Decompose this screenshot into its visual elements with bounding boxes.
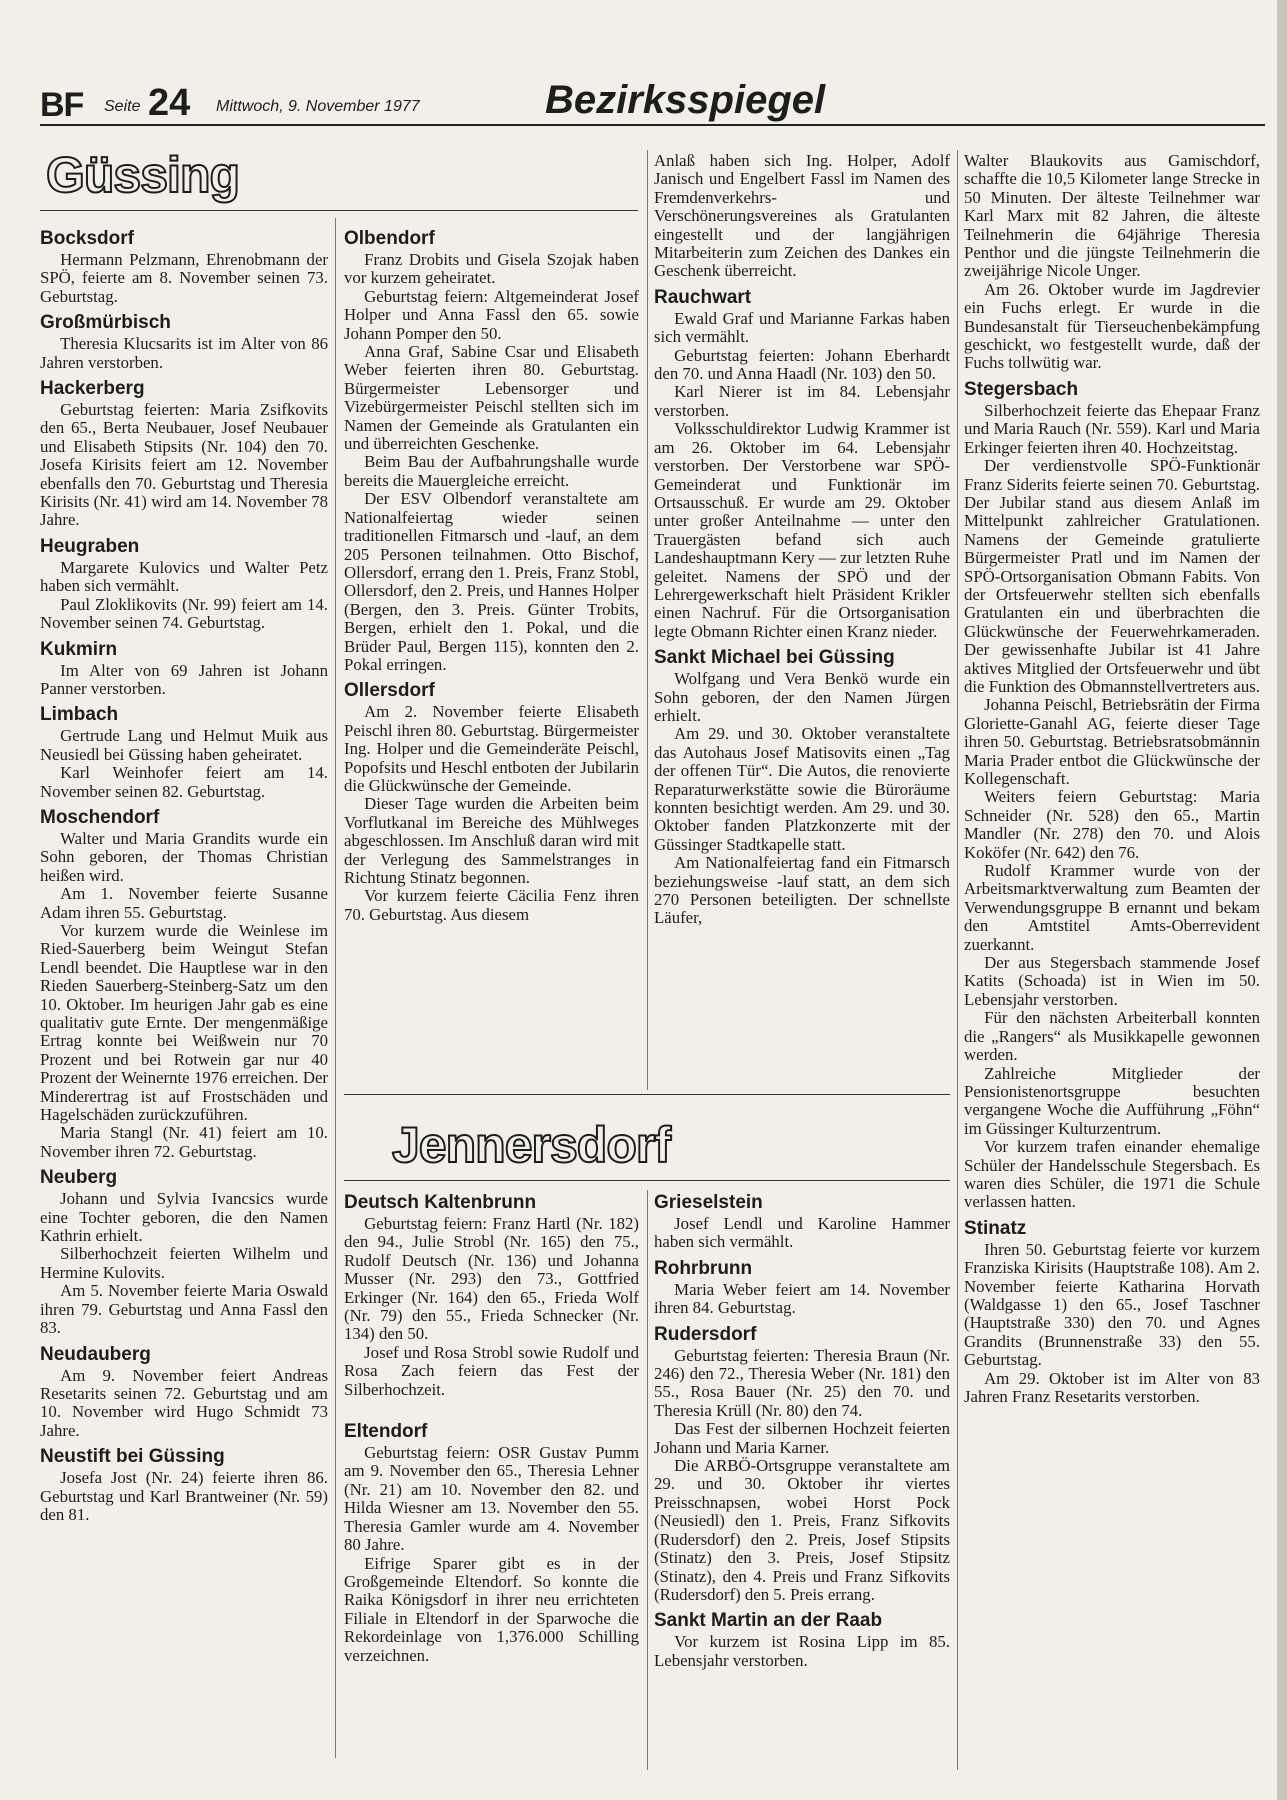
column-jennersdorf-2 (654, 1186, 950, 1670)
column-4 (964, 152, 1260, 1406)
place-heading: Rauchwart (654, 286, 752, 308)
masthead-rule (40, 124, 1265, 126)
article-paragraph: Volksschuldirektor Ludwig Krammer ist am 26. Oktober im 64. Lebensjahr verstorben. Der Verstorbene war SPÖ-Gemeinderat und Funktionär im Ortsausschuß. Er wurde am 29. Oktober unter großer Anteilnahme — unter den Trauergästen befand sich auch Landeshauptmann Kery — zur letzten Ruhe geleitet. Namens der SPÖ und der Lehrergewerkschaft hielt Präsident Krikler einen Nachruf. Für die Ortsorganisation legte Obmann Richter einen Kranz nieder. (654, 419, 950, 641)
article-paragraph: Am 26. Oktober wurde im Jagdrevier ein Fuchs erlegt. Er wurde in die Bundesanstalt für Tierseuchenbekämpfung geschickt, wo festgestellt wurde, daß der Fuchs tollwütig war. (964, 279, 1260, 373)
column-jennersdorf-1 (344, 1186, 639, 1665)
article-paragraph: Paul Zloklikovits (Nr. 99) feiert am 14. November seinen 74. Geburtstag. (40, 594, 328, 633)
article-paragraph: Am 29. Oktober ist im Alter von 83 Jahren Franz Resetarits verstorben. (964, 1368, 1260, 1406)
place-heading: Neustift bei Güssing (40, 1446, 225, 1468)
article-paragraph: Ewald Graf und Marianne Farkas haben sich vermählt. (654, 308, 950, 347)
place-heading: Moschendorf (40, 806, 160, 828)
article-paragraph: Der verdienstvolle SPÖ-Funktionär Franz Siderits feierte seinen 70. Geburtstag. Der Jubilar stand aus diesem Anlaß im Mittelpunkt zahlreicher Gratulationen. Namens der Gemeinde gratulierte Bürgermeister Pratl und im Namen der SPÖ-Ortsorganisation Obmann Fabits. Von der Ortsfeuerwehr stellten sich ebenfalls Gratulanten ein und überbrachten die Glückwünsche der Feuerwehrkameraden. Der gewissenhafte Jubilar ist 41 Jahre aktives Mitglied der Ortsfeuerwehr und übt die Funktion des Obmannstellvertreters aus. (964, 456, 1260, 696)
column-3 (654, 152, 950, 928)
article-paragraph: Walter Blaukovits aus Gamischdorf, schaffte die 10,5 Kilometer lange Strecke in 50 Minuten. Der älteste Teilnehmer war Karl Marx mit 82 Jahren, die älteste Teilnehmerin die 64jährige Theresia Penthor und die jüngste Teilnehmerin die zweijährige Nicole Unger. (964, 151, 1260, 281)
place-heading: Grieselstein (654, 1192, 763, 1213)
place-heading: Neuberg (40, 1167, 118, 1189)
article-paragraph: Ihren 50. Geburtstag feierte vor kurzem Franziska Kirisits (Hauptstraße 108). Am 2. November feierte Katharina Horvath (Waldgasse 1) den 65., Josef Taschner (Hauptstraße 330) den 70. und Agnes Grandits (Brunnenstraße 33) den 55. Geburtstag. (964, 1239, 1260, 1370)
article-paragraph: Beim Bau der Aufbahrungshalle wurde bereits die Mauergleiche erreicht. (344, 452, 639, 490)
article-paragraph: Johanna Peischl, Betriebsrätin der Firma Gloriette-Ganahl AG, feierte dieser Tage ihren 50. Geburtstag. Betriebsratsobmännin Maria Prader entbot die Glückwünsche der Kollegenschaft. (964, 695, 1260, 788)
article-paragraph: Zahlreiche Mitglieder der Pensionistenortsgruppe besuchten vergangene Woche die Aufführung „Föhn“ im Güssinger Kulturzentrum. (964, 1063, 1260, 1138)
article-paragraph: Das Fest der silbernen Hochzeit feierten Johann und Maria Karner. (654, 1419, 950, 1457)
article-paragraph: Geburtstag feierten: Johann Eberhardt den 70. und Anna Haadl (Nr. 103) den 50. (654, 345, 950, 384)
place-heading: Kukmirn (40, 638, 118, 660)
column-2 (344, 222, 639, 924)
article-paragraph: Geburtstag feiern: Altgemeinderat Josef Holper und Anna Fassl den 65. sowie Johann Pomper den 50. (344, 286, 639, 343)
column-divider (957, 150, 958, 1770)
article-paragraph: Am 29. und 30. Oktober veranstaltete das Autohaus Josef Matisovits einen „Tag der offenen Tür“. Die Autos, die renovierte Reparaturwerkstätte sowie die Büroräume konnten besichtigt werden. Am 29. und 30. Oktober fanden Platzkonzerte mit der Güssinger Stadtkapelle statt. (654, 724, 950, 854)
region-heading-guessing: Güssing (46, 147, 240, 203)
article-paragraph: Silberhochzeit feierte das Ehepaar Franz und Maria Rauch (Nr. 559). Karl und Maria Erkinger feierten ihren 40. Hochzeitstag. (964, 400, 1260, 457)
article-paragraph: Eifrige Sparer gibt es in der Großgemeinde Eltendorf. So konnte die Raika Königsdorf in ihrer neu errichteten Filiale in Eltendorf in der Sparwoche die Rekordeinlage von 1,376.000 Schilling verzeichnen. (344, 1553, 639, 1665)
page-binding-edge (1277, 0, 1287, 1800)
place-heading: Stegersbach (964, 378, 1079, 400)
column-divider (647, 1190, 648, 1770)
place-heading: Stinatz (964, 1217, 1027, 1239)
masthead (40, 76, 1265, 128)
article-paragraph: Margarete Kulovics und Walter Petz haben sich vermählt. (40, 557, 328, 596)
place-heading: Bocksdorf (40, 228, 134, 249)
article-paragraph: Johann und Sylvia Ivancsics wurde eine Tochter geboren, die den Namen Kathrin erhielt. (40, 1189, 328, 1246)
article-paragraph: Walter und Maria Grandits wurde ein Sohn geboren, der Thomas Christian heißen wird. (40, 828, 328, 885)
article-paragraph: Anlaß haben sich Ing. Holper, Adolf Janisch und Engelbert Fassl im Namen des Fremdenverkehrs- und Verschönerungsvereines als Gratulanten eingestellt und der langjährigen Mitarbeiterin zum Zeichen des Dankes ein Geschenk überreicht. (654, 151, 950, 281)
masthead-section-title: Bezirksspiegel (545, 78, 826, 122)
article-paragraph: Maria Stangl (Nr. 41) feiert am 10. November ihren 72. Geburtstag. (40, 1123, 328, 1161)
article-paragraph: Am 1. November feierte Susanne Adam ihren 55. Geburtstag. (40, 884, 328, 922)
article-paragraph: Der aus Stegersbach stammende Josef Katits (Schoada) ist in Wien im 50. Lebensjahr verstorben. (964, 953, 1260, 1009)
article-paragraph: Im Alter von 69 Jahren ist Johann Panner verstorben. (40, 660, 328, 698)
article-paragraph: Vor kurzem feierte Cäcilia Fenz ihren 70. Geburtstag. Aus diesem (344, 886, 639, 924)
masthead-logo: BF (40, 86, 84, 124)
place-heading: Olbendorf (344, 228, 435, 249)
place-heading: Großmürbisch (40, 312, 171, 334)
place-heading: Deutsch Kaltenbrunn (344, 1192, 537, 1213)
place-heading: Limbach (40, 704, 119, 726)
region-heading-jennersdorf: Jennersdorf (392, 1117, 670, 1173)
column-divider (647, 150, 648, 1090)
place-heading: Ollersdorf (344, 680, 435, 702)
article-paragraph: Hermann Pelzmann, Ehrenobmann der SPÖ, feierte am 8. November seinen 73. Geburtstag. (40, 250, 328, 306)
article-paragraph: Vor kurzem trafen einander ehemalige Schüler der Handelsschule Stegersbach. Es waren dies Schüler, die 1971 die Schule verlassen hatten. (964, 1137, 1260, 1212)
place-heading: Rudersdorf (654, 1323, 757, 1345)
article-paragraph: Rudolf Krammer wurde von der Arbeitsmarktverwaltung zum Beamten der Verwendungsgruppe B ernannt und bekam den Amtstitel Amts-Oberrevident zuerkannt. (964, 861, 1260, 954)
masthead-page-label: Seite (104, 98, 141, 115)
article-paragraph: Josef und Rosa Strobl sowie Rudolf und Rosa Zach feiern das Fest der Silberhochzeit. (344, 1342, 639, 1399)
article-paragraph: Geburtstag feiern: OSR Gustav Pumm am 9. November den 65., Theresia Lehner (Nr. 21) am 10. November den 82. und Hilda Wiesner am 13. November den 55. Theresia Gamler wurde am 4. November 80 Jahre. (344, 1443, 639, 1555)
article-paragraph: Für den nächsten Arbeiterball konnten die „Rangers“ als Musikkapelle gewonnen werden. (964, 1008, 1260, 1065)
article-paragraph: Gertrude Lang und Helmut Muik aus Neusiedl bei Güssing haben geheiratet. (40, 726, 328, 764)
article-paragraph: Silberhochzeit feierten Wilhelm und Hermine Kulovits. (40, 1244, 328, 1282)
article-paragraph: Maria Weber feiert am 14. November ihren 84. Geburtstag. (654, 1279, 950, 1318)
article-paragraph: Dieser Tage wurden die Arbeiten beim Vorflutkanal im Bereiche des Mühlweges abgeschlossen. Im Anschluß daran wird mit der Verlegung des Sammelstranges in Richtung Stinatz begonnen. (344, 794, 639, 887)
article-paragraph: Karl Weinhofer feiert am 14. November seinen 82. Geburtstag. (40, 763, 328, 801)
article-paragraph: Anna Graf, Sabine Csar und Elisabeth Weber feierten ihren 80. Geburtstag. Bürgermeister Lebensorger und Vizebürgermeister Peischl stellten sich im Namen der Gemeinde als Gratulanten ein und überreichten Geschenke. (344, 342, 639, 454)
place-heading: Sankt Martin an der Raab (654, 1610, 883, 1632)
article-paragraph: Der ESV Olbendorf veranstaltete am Nationalfeiertag wieder seinen traditionellen Fitmarsch und -lauf, an dem 205 Personen teilnahmen. Otto Bischof, Ollersdorf, errang den 1. Preis, Franz Stobl, Ollersdorf, den 2. Preis, und Hannes Holper (Bergen, den 3. Preis. Günter Trobits, Bergen, erhielt den 1. Pokal, und die Brüder Paul, Bergen 115), konnten den 2. Pokal erringen. (344, 489, 640, 674)
article-paragraph: Am 2. November feierte Elisabeth Peischl ihren 80. Geburtstag. Bürgermeister Ing. Holper und die Gemeinderäte Peischl, Popofsits und Heschl entboten der Jubilarin die Glückwünsche der Gemeinde. (344, 702, 639, 795)
article-paragraph: Am 5. November feierte Maria Oswald ihren 79. Geburtstag und Anna Fassl den 83. (40, 1281, 328, 1338)
article-paragraph: Theresia Klucsarits ist im Alter von 86 Jahren verstorben. (40, 334, 328, 372)
place-heading: Eltendorf (344, 1421, 428, 1443)
article-paragraph: Josef Lendl und Karoline Hammer haben sich vermählt. (654, 1214, 950, 1252)
article-paragraph: Die ARBÖ-Ortsgruppe veranstaltete am 29. und 30. Oktober ihr viertes Preisschnapsen, wobei Horst Pock (Neusiedl) den 1. Preis, Franz Sifkovits (Rudersdorf) den 2. Preis, Josef Stipsits (Stinatz) den 3. Preis, Josef Stipsitz (Stinatz), den 4. Preis und Franz Sifkovits (Rudersdorf) den 5. Preis errang. (654, 1456, 950, 1604)
region-rule-jennersdorf-top (344, 1094, 950, 1095)
region-rule-jennersdorf (344, 1180, 950, 1181)
place-heading: Rohrbrunn (654, 1257, 753, 1279)
article-paragraph: Vor kurzem wurde die Weinlese im Ried-Sauerberg beim Weingut Stefan Lendl beendet. Die Hauptlese war in den Rieden Sauerberg-Steinberg-Satz um den 10. Oktober. Im heurigen Jahr gab es eine qualitativ gute Ernte. Der mengenmäßige Ertrag konnte bei Weißwein nur 70 Prozent und bei Rotwein gar nur 40 Prozent der Weinernte 1976 erreichen. Der Minderertrag ist auf Frostschäden und Hagelschäden zurückzuführen. (40, 920, 328, 1125)
place-heading: Heugraben (40, 535, 140, 557)
place-heading: Sankt Michael bei Güssing (654, 647, 895, 669)
article-paragraph: Weiters feiern Geburtstag: Maria Schneider (Nr. 528) den 65., Martin Mandler (Nr. 278) den 70. und Alois Koköfer (Nr. 642) den 76. (964, 787, 1260, 862)
article-paragraph: Am Nationalfeiertag fand ein Fitmarsch beziehungsweise -lauf statt, an dem sich 270 Personen beteiligten. Der schnellste Läufer, (654, 853, 950, 928)
article-paragraph: Josefa Jost (Nr. 24) feierte ihren 86. Geburtstag und Karl Brantweiner (Nr. 59) den 81. (40, 1468, 328, 1524)
article-paragraph: Geburtstag feierten: Theresia Braun (Nr. 246) den 72., Theresia Weber (Nr. 181) den 55., Rosa Bauer (Nr. 25) den 70. und Theresia Krüll (Nr. 80) den 74. (654, 1345, 950, 1420)
article-paragraph: Franz Drobits und Gisela Szojak haben vor kurzem geheiratet. (344, 250, 639, 288)
article-paragraph: Geburtstag feiern: Franz Hartl (Nr. 182) den 94., Julie Strobl (Nr. 165) den 75., Rudolf Deutsch (Nr. 136) und Johanna Musser (Nr. 293) den 73., Gottfried Erkinger (Nr. 164) den 65., Frieda Wolf (Nr. 79) den 55., Frieda Schnecker (Nr. 134) den 50. (344, 1214, 639, 1344)
place-heading: Neudauberg (40, 1343, 151, 1365)
masthead-page-number: 24 (148, 82, 191, 124)
region-rule-guessing (40, 210, 638, 211)
article-paragraph: Geburtstag feierten: Maria Zsifkovits den 65., Berta Neubauer, Josef Neubauer und Elisabeth Stipsits (Nr. 104) den 70. Josefa Kirisits feiert am 12. November ebenfalls den 70. Geburtstag und Theresia Kirisits (Nr. 41) wird am 14. November 78 Jahre. (40, 400, 328, 530)
column-divider (335, 218, 336, 1758)
article-paragraph: Vor kurzem ist Rosina Lipp im 85. Lebensjahr verstorben. (654, 1632, 950, 1670)
masthead-date: Mittwoch, 9. November 1977 (216, 98, 420, 115)
place-heading: Hackerberg (40, 378, 145, 400)
article-paragraph: Karl Nierer ist im 84. Lebensjahr verstorben. (654, 382, 950, 420)
article-paragraph: Wolfgang und Vera Benkö wurde ein Sohn geboren, der den Namen Jürgen erhielt. (654, 669, 950, 725)
article-paragraph: Am 9. November feiert Andreas Resetarits seinen 72. Geburtstag und am 10. November wird Hugo Schmidt 73 Jahre. (40, 1365, 328, 1440)
column-1 (40, 222, 328, 1524)
